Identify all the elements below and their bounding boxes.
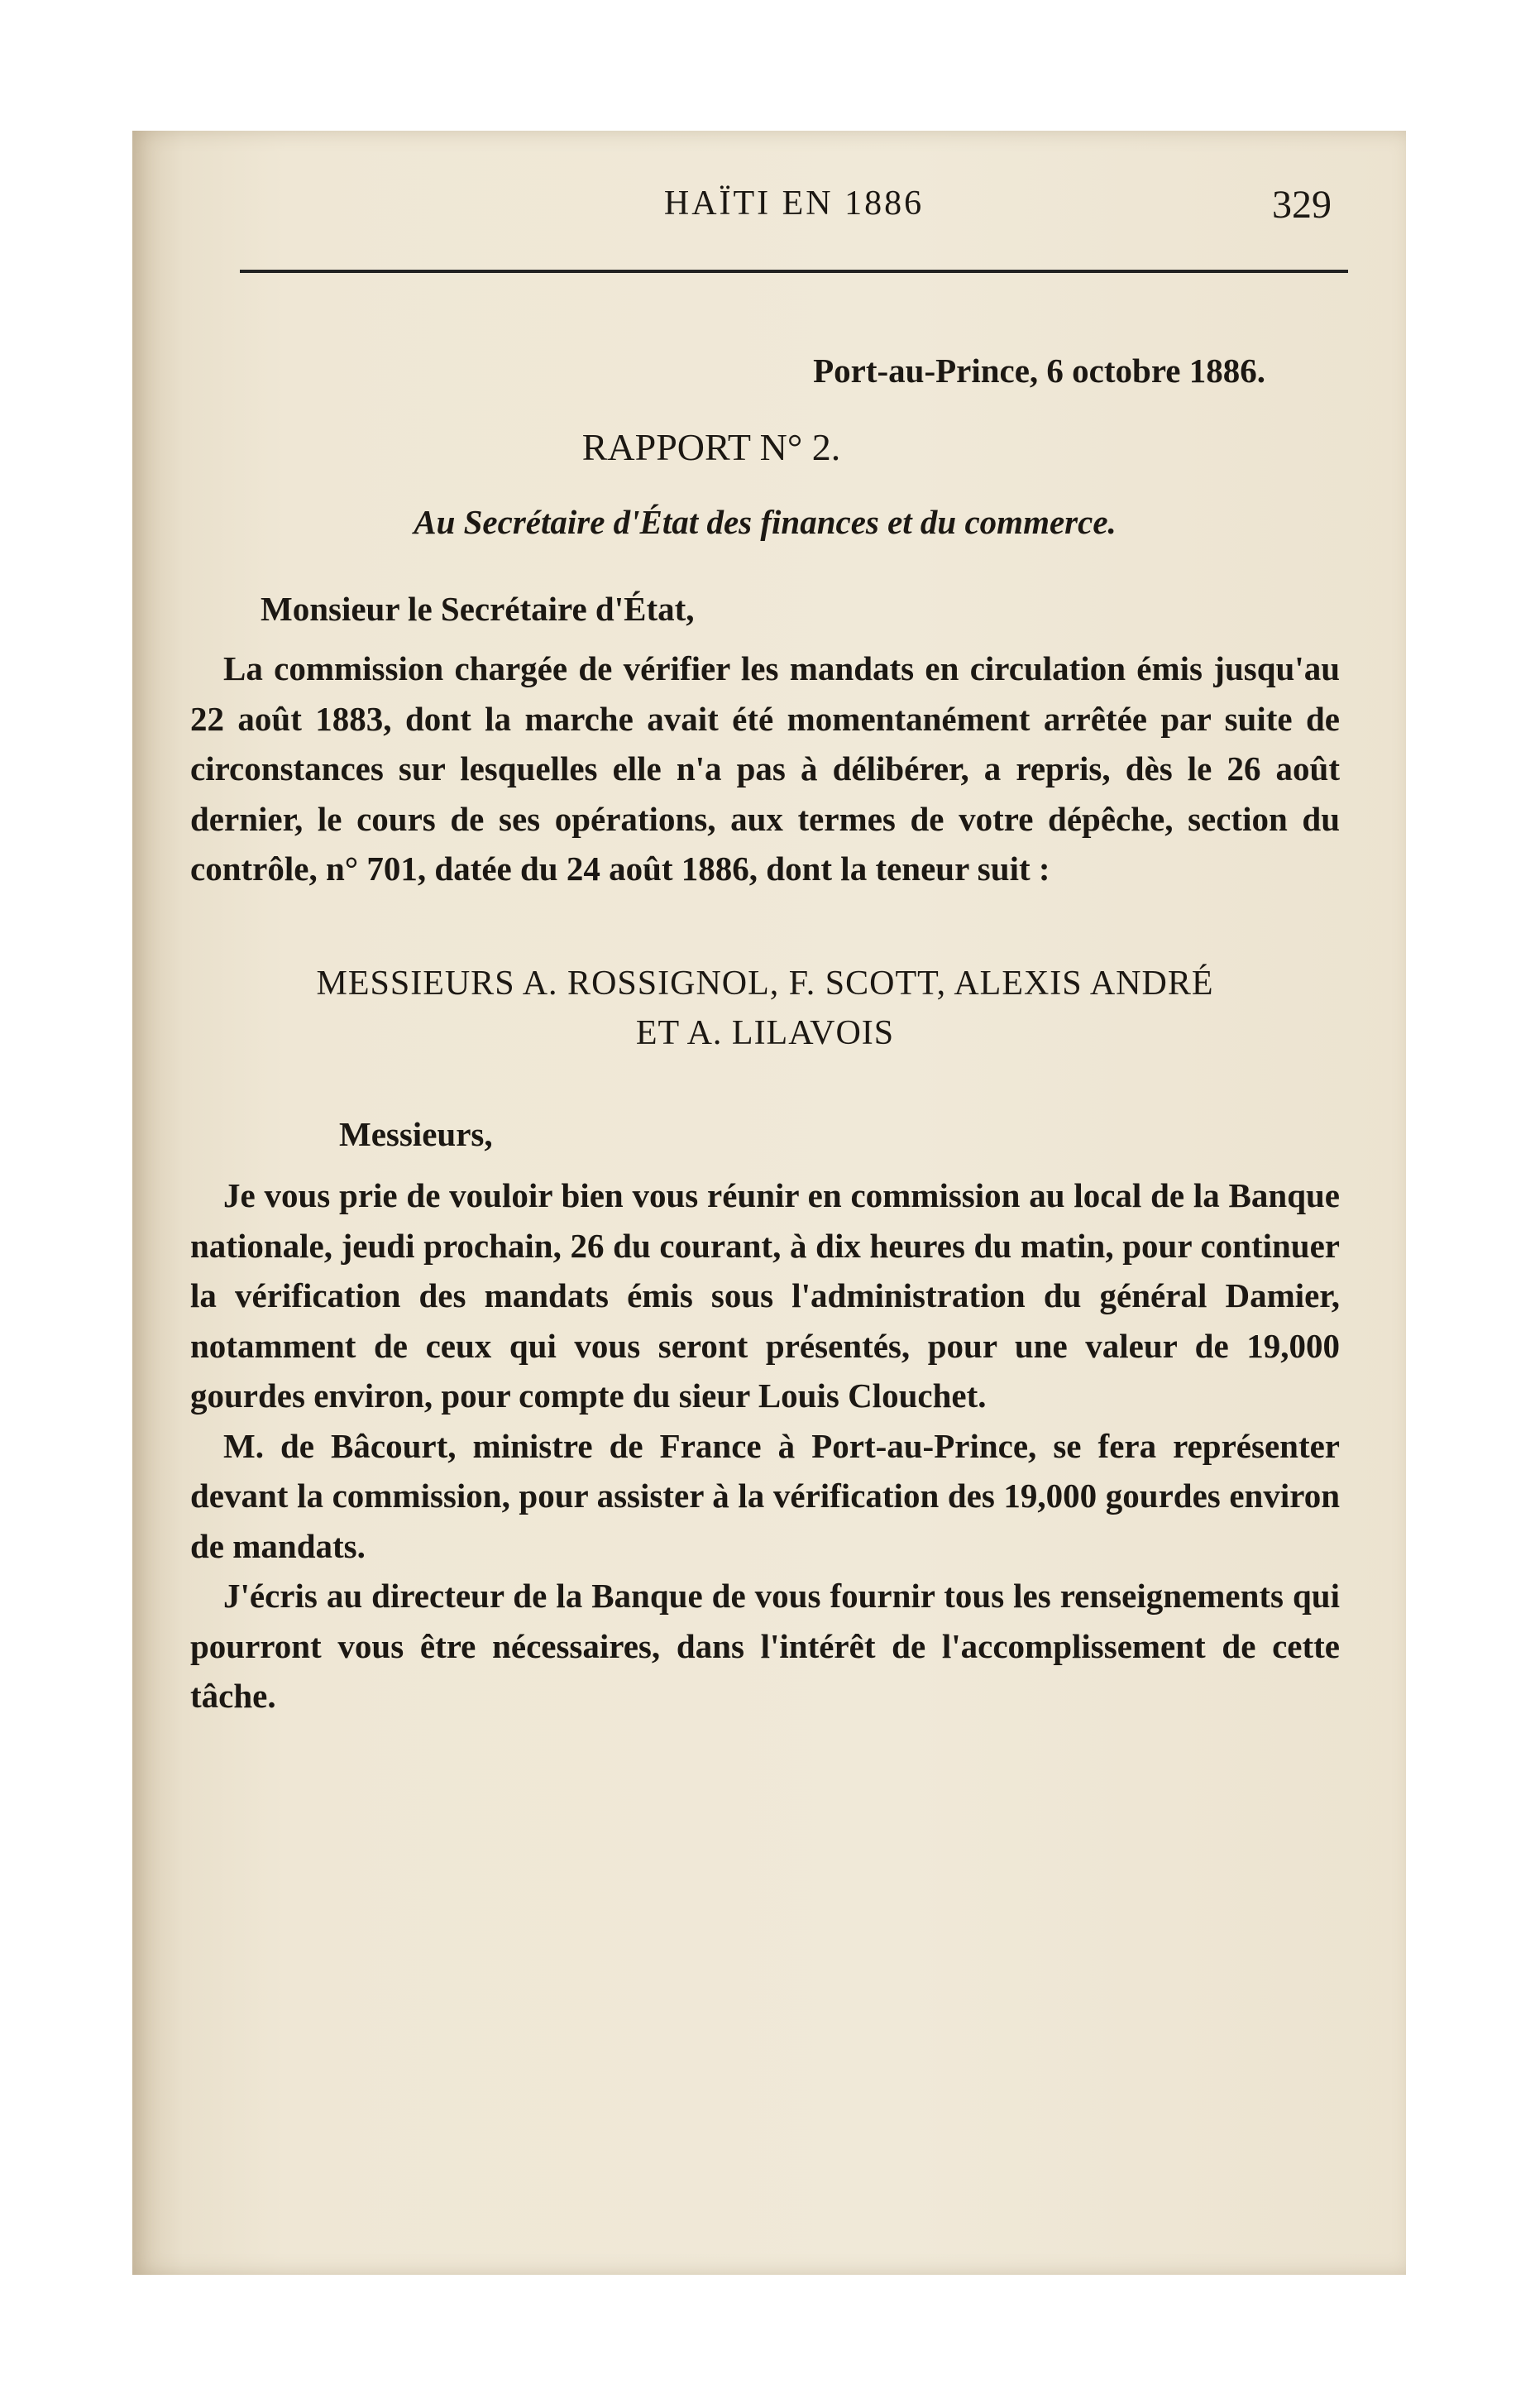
letter-salutation: Monsieur le Secrétaire d'État, bbox=[261, 589, 695, 628]
dispatch-paragraph-1: Je vous prie de vouloir bien vous réunir en commission au local de la Banque nationale, jeudi prochain, 26 du courant, à dix heures du matin, pour continuer la vérification des mandats émis sous l'administration du général Damier, notamment de ceux qui vous seront présentés, pour une valeur de 19,000 gourdes environ, pour compte du sieur Louis Clouchet. bbox=[190, 1176, 1340, 1415]
dispatch-paragraph-2: M. de Bâcourt, ministre de France à Port-au-Prince, se fera représenter devant la commission, pour assister à la vérification des 19,000 gourdes environ de mandats. bbox=[190, 1426, 1340, 1565]
page-number: 329 bbox=[1272, 183, 1332, 227]
dispatch-recipients-line-1: MESSIEURS A. ROSSIGNOL, F. SCOTT, ALEXIS ANDRÉ bbox=[316, 964, 1214, 1003]
dateline: Port-au-Prince, 6 octobre 1886. bbox=[813, 352, 1265, 390]
letter-paragraph: La commission chargée de vérifier les mandats en circulation émis jusqu'au 22 août 1883, dont la marche avait été momentanément arrêtée par suite de circonstances sur lesquelles elle n'a pas à délibérer, a repris, dès le 26 août dernier, le cours de ses opérations, aux termes de votre dépêche, section du contrôle, n° 701, datée du 24 août 1886, dont la teneur suit : bbox=[190, 649, 1340, 888]
dispatch-recipients-line-2: ET A. LILAVOIS bbox=[635, 1013, 895, 1052]
section-spacer bbox=[190, 1058, 1340, 1109]
header-rule bbox=[240, 270, 1348, 273]
addressee: Au Secrétaire d'État des finances et du commerce. bbox=[414, 503, 1117, 541]
dispatch-salutation: Messieurs, bbox=[339, 1114, 493, 1153]
running-title: HAÏTI EN 1886 bbox=[663, 184, 925, 223]
page-body bbox=[190, 346, 1340, 1721]
report-title: RAPPORT N° 2. bbox=[581, 425, 841, 468]
section-spacer bbox=[190, 894, 1340, 959]
book-page bbox=[132, 131, 1406, 2275]
page-header bbox=[240, 164, 1348, 255]
dispatch-paragraph-3: J'écris au directeur de la Banque de vous fournir tous les renseignements qui pourront vous être nécessaires, dans l'intérêt de l'accomplissement de cette tâche. bbox=[190, 1577, 1340, 1715]
